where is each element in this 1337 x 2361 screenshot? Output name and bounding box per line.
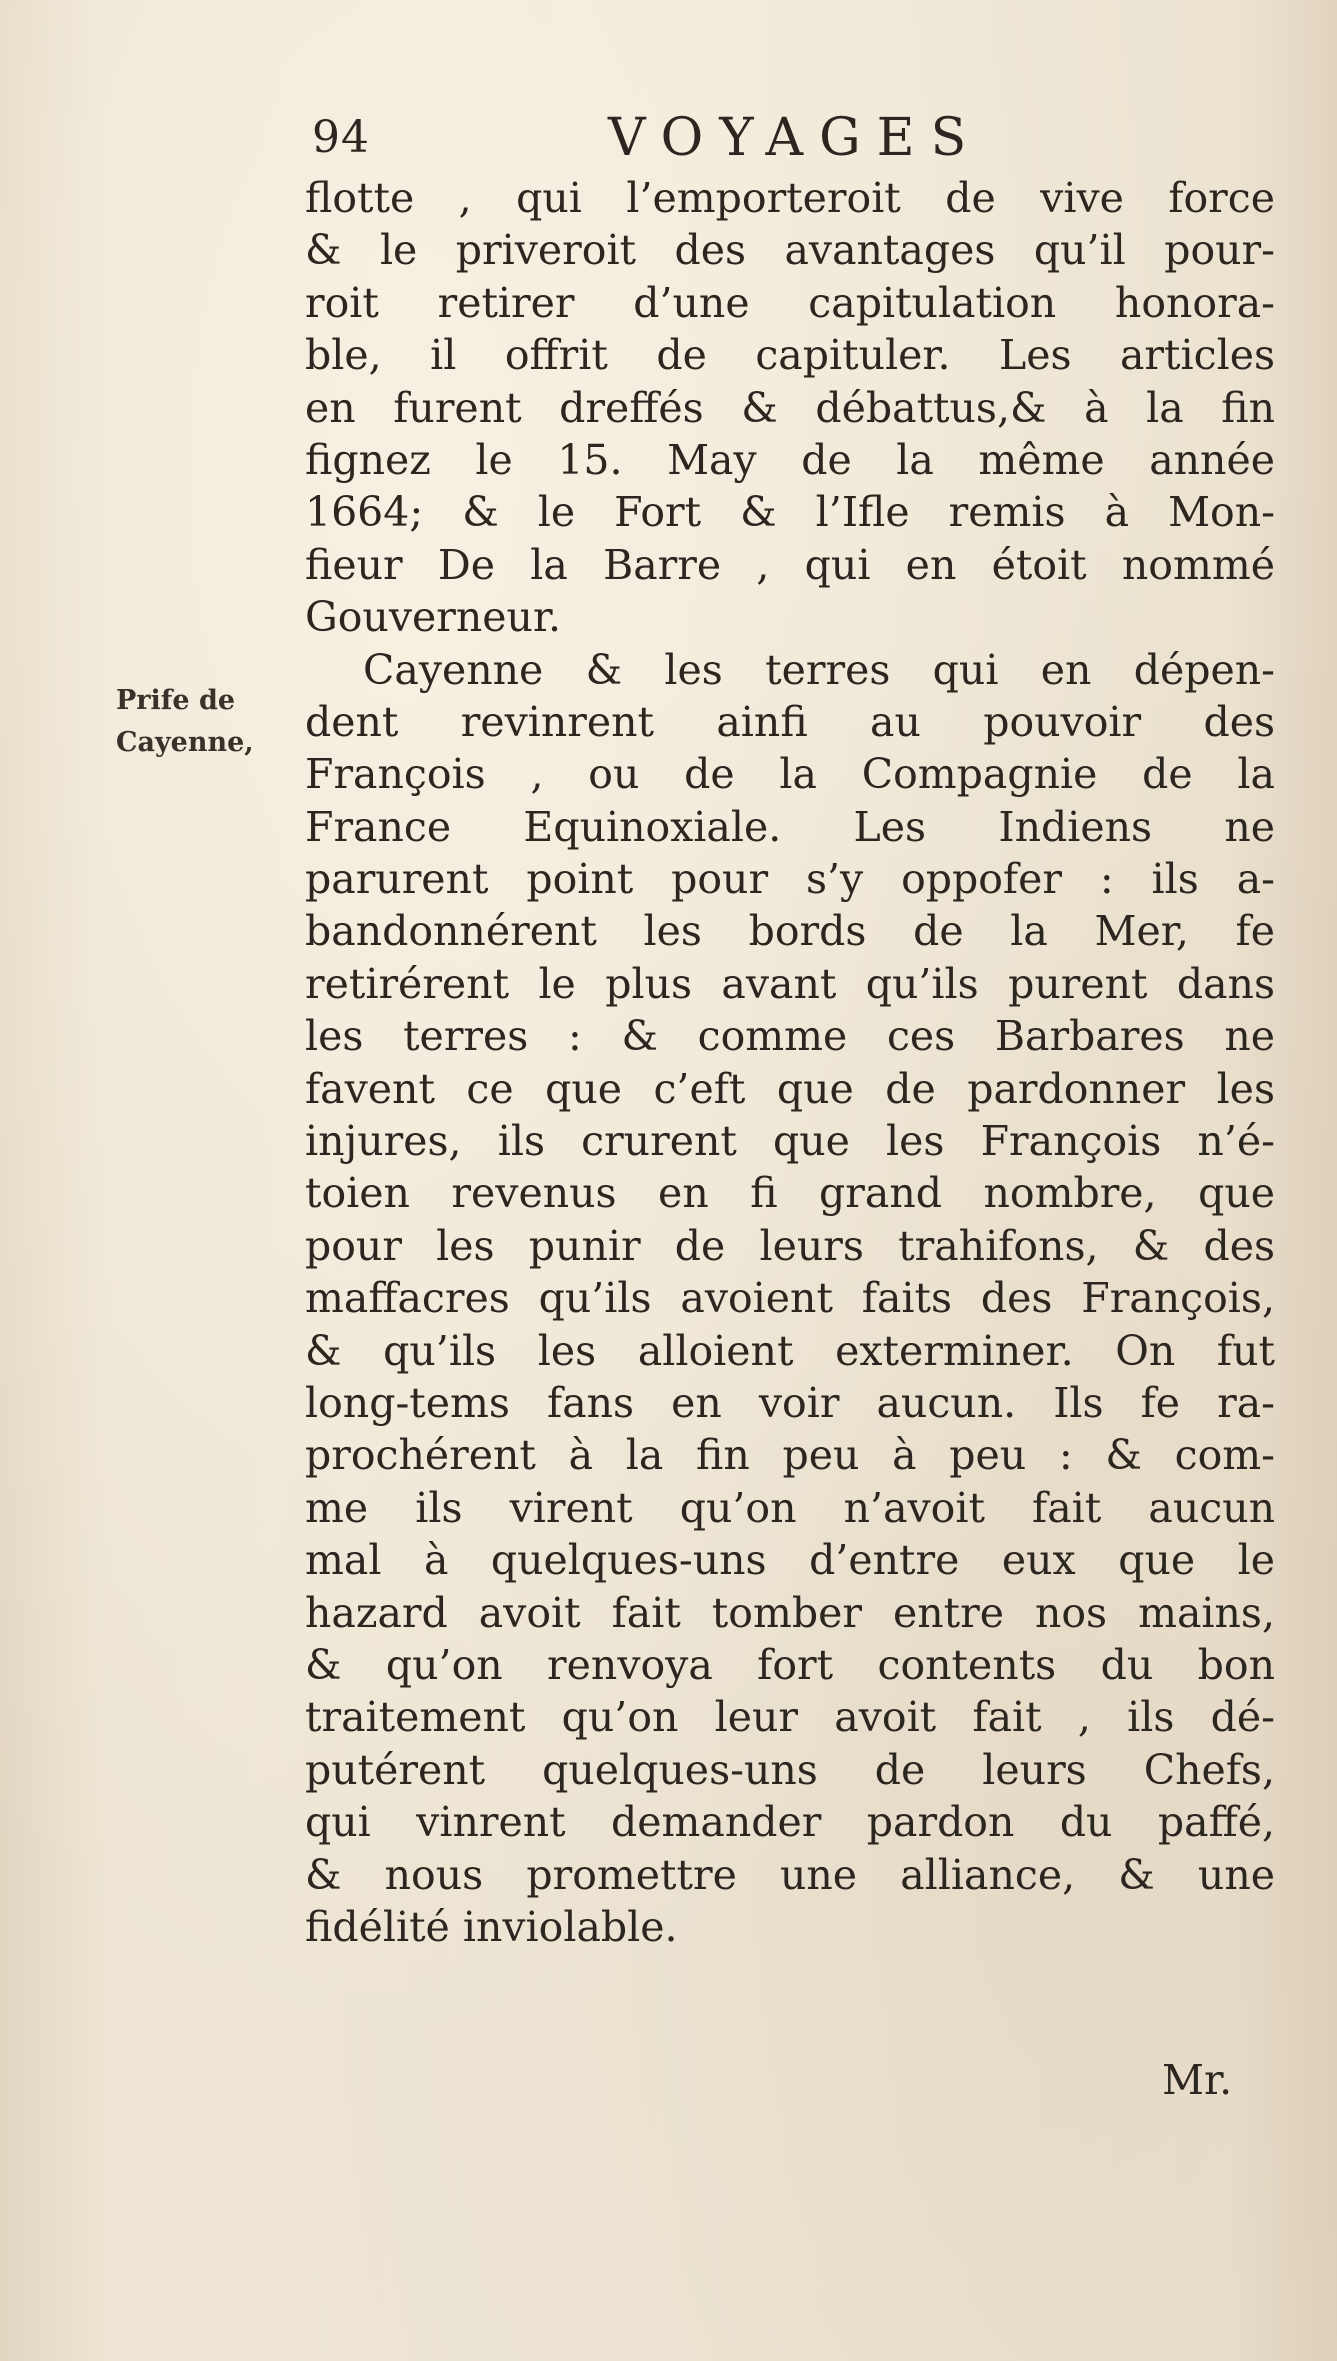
text-line: qui vinrent demander pardon du paffé, <box>305 1798 1275 1847</box>
text-line: prochérent à la fin peu à peu : & com- <box>305 1431 1275 1480</box>
text-line: en furent dreffés & débattus,& à la fin <box>305 383 1275 432</box>
text-line: & qu’ils les alloient exterminer. On fut <box>305 1326 1275 1375</box>
marginal-note <box>116 680 254 764</box>
text-line: putérent quelques-uns de leurs Chefs, <box>305 1745 1275 1794</box>
text-line: favent ce que c’eft que de pardonner les <box>305 1064 1275 1113</box>
text-line: fieur De la Barre , qui en étoit nommé <box>305 540 1275 589</box>
catchword: Mr. <box>1162 2056 1233 2104</box>
text-line: Cayenne & les terres qui en dépen- <box>363 645 1275 694</box>
text-line: maffacres qu’ils avoient faits des François, <box>305 1274 1275 1323</box>
text-line: & nous promettre une alliance, & une <box>305 1850 1275 1899</box>
text-line: & le priveroit des avantages qu’il pour- <box>305 226 1275 275</box>
page-header <box>312 108 1012 168</box>
text-line: injures, ils crurent que les François n’é- <box>305 1117 1275 1166</box>
text-line: long-tems fans en voir aucun. Ils fe ra- <box>305 1378 1275 1427</box>
text-line: retirérent le plus avant qu’ils purent dans <box>305 959 1275 1008</box>
text-line: mal à quelques-uns d’entre eux que le <box>305 1536 1275 1585</box>
text-line: flotte , qui l’emporteroit de vive force <box>305 174 1275 222</box>
text-line: ble, il offrit de capituler. Les articles <box>305 331 1275 380</box>
text-line: fidélité inviolable. <box>305 1902 678 1951</box>
text-line: me ils virent qu’on n’avoit fait aucun <box>305 1483 1275 1532</box>
text-line: traitement qu’on leur avoit fait , ils dé- <box>305 1693 1275 1742</box>
text-line: les terres : & comme ces Barbares ne <box>305 1012 1275 1061</box>
text-line: Gouverneur. <box>305 593 562 642</box>
page-number: 94 <box>312 112 370 163</box>
text-line: bandonnérent les bords de la Mer, fe <box>305 907 1275 956</box>
text-line: parurent point pour s’y oppofer : ils a- <box>305 855 1275 904</box>
text-line: pour les punir de leurs trahifons, & des <box>305 1221 1275 1270</box>
body-text <box>305 172 1275 1953</box>
text-line: toien revenus en fi grand nombre, que <box>305 1169 1275 1218</box>
text-line: & qu’on renvoya fort contents du bon <box>305 1640 1275 1689</box>
marginal-note-line: Prife de <box>116 685 236 716</box>
marginal-note-line: Cayenne, <box>116 727 254 758</box>
text-line: François , ou de la Compagnie de la <box>305 750 1275 799</box>
text-line: France Equinoxiale. Les Indiens ne <box>305 802 1275 851</box>
text-line: roit retirer d’une capitulation honora- <box>305 278 1275 327</box>
running-head: VOYAGES <box>608 108 983 168</box>
text-line: 1664; & le Fort & l’Ifle remis à Mon- <box>305 488 1275 537</box>
text-line: dent revinrent ainfi au pouvoir des <box>305 697 1275 746</box>
text-line: fignez le 15. May de la même année <box>305 435 1275 484</box>
text-line: hazard avoit fait tomber entre nos mains, <box>305 1588 1275 1637</box>
